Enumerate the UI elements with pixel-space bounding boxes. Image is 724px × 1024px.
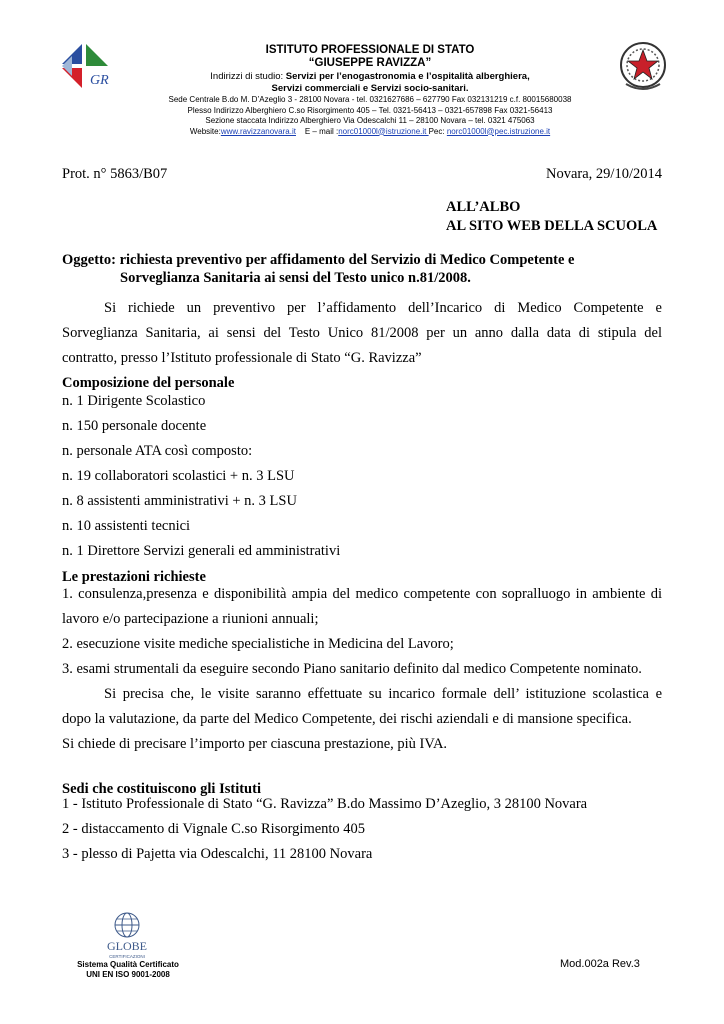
sites-list [62,792,662,867]
para1-line-1: Si richiede un preventivo per l’affidamento dell’Incarico di Medico Competente e [104,300,662,316]
studies-line-2: Servizi commerciali e Servizi socio-sanitari. [271,83,469,94]
cert-line-2: UNI EN ISO 9001-2008 [86,970,170,979]
email-link[interactable]: norc01000l@istruzione.it [338,126,429,136]
para1-line-2: Sorveglianza Sanitaria, ai sensi del Testo Unico 81/2008 per un anno dalla data di stipula del [62,325,662,341]
service-1-line-2: lavoro e/o partecipazione a riunioni annuali; [62,611,319,627]
school-name: “GIUSEPPE RAVIZZA” [308,57,432,69]
service-2: 2. esecuzione visite mediche specialistiche in Medicina del Lavoro; [62,636,454,652]
subject-line-1: Oggetto: richiesta preventivo per affidamento del Servizio di Medico Competente e [62,252,575,268]
subject [62,251,662,287]
services-heading: Le prestazioni richieste [62,569,206,585]
site-item: 2 - distaccamento di Vignale C.so Risorgimento 405 [62,821,366,837]
sites-heading: Sedi che costituiscono gli Istituti [62,781,261,797]
site-item: 1 - Istituto Professionale di Stato “G. Ravizza” B.do Massimo D’Azeglio, 3 28100 Novara [62,796,588,812]
staff-item: n. 19 collaboratori scolastici + n. 3 LSU [62,468,295,484]
staff-item: n. 1 Direttore Servizi generali ed amministrativi [62,543,341,559]
protocol-number: Prot. n° 5863/B07 [62,166,168,182]
republic-emblem-icon [618,40,668,94]
para2-line-2: dopo la valutazione, da parte del Medico Competente, dei rischi aziendali e di mansione specifica. [62,711,632,727]
letterhead [110,44,630,137]
studies-line-1: Indirizzi di studio: Servizi per l’enogastronomia e l’ospitalità alberghiera, [210,71,530,82]
globe-logo-sub: CERTIFICAZIONI [109,954,145,959]
school-logo [60,42,110,90]
service-1-line-1: 1. consulenza,presenza e disponibilità ampia del medico competente con sopralluogo in ambiente di [62,586,662,602]
logo-text: GR [90,73,109,88]
contacts-line: Website:www.ravizzanovara.it E – mail :norc01000l@istruzione.it Pec: norc01000l@pec.istruzione.it [189,126,551,136]
recipient-albo: ALL’ALBO [446,199,521,215]
staff-item: n. 1 Dirigente Scolastico [62,393,206,409]
service-3: 3. esami strumentali da eseguire secondo Piano sanitario definito dal medico Competente nominato. [62,661,642,677]
institute-name: ISTITUTO PROFESSIONALE DI STATO [265,44,475,56]
document-date: Novara, 29/10/2014 [546,166,662,182]
staff-item: n. 150 personale docente [62,418,207,434]
staff-item: n. 10 assistenti tecnici [62,518,191,534]
address-line-3: Sezione staccata Indirizzo Alberghiero Via Odescalchi 11 – 28100 Novara – tel. 0321 475063 [205,116,535,125]
staff-item: n. 8 assistenti amministrativi + n. 3 LSU [62,493,297,509]
address-line-2: Plesso Indirizzo Alberghiero C.so Risorgimento 405 – Tel. 0321-56413 – 0321-657898 Fax 0321-56413 [187,105,553,115]
recipients [446,198,657,236]
module-revision: Mod.002a Rev.3 [560,958,640,970]
cert-line-1: Sistema Qualità Certificato [77,960,179,969]
staff-item: n. personale ATA così composto: [62,443,253,459]
republic-emblem [618,40,668,94]
website-link[interactable]: www.ravizzanovara.it [220,126,296,136]
services-list [62,582,662,757]
school-logo-icon [60,42,110,90]
para3: Si chiede di precisare l’importo per ciascuna prestazione, più IVA. [62,736,448,752]
staff-list [62,389,662,564]
globe-logo-text: GLOBE [107,939,147,953]
globe-cert-logo [95,910,159,960]
address-line-1: Sede Centrale B.do M. D’Azeglio 3 - 28100 Novara - tel. 0321627686 – 627790 Fax 032131219 c.f. 80015680038 [168,95,572,104]
para1-line-3: contratto, presso l’Istituto professionale di Stato “G. Ravizza” [62,350,422,366]
request-paragraph [62,296,662,371]
staff-heading: Composizione del personale [62,375,235,391]
pec-link[interactable]: norc01000l@pec.istruzione.it [446,126,551,136]
subject-line-2: Sorveglianza Sanitaria ai sensi del Testo unico n.81/2008. [120,270,471,286]
quality-certification [40,960,216,980]
recipient-website: AL SITO WEB DELLA SCUOLA [446,218,658,234]
site-item: 3 - plesso di Pajetta via Odescalchi, 11 28100 Novara [62,846,373,862]
globe-icon [95,910,159,960]
para2-line-1: Si precisa che, le visite saranno effettuate su incarico formale dell’ istituzione scolastica e [104,686,662,702]
